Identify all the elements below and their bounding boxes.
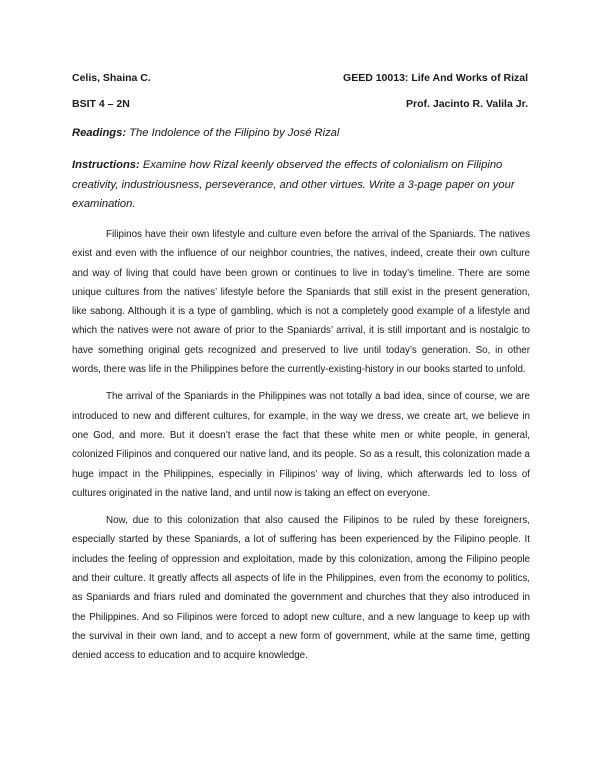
author-name: Celis, Shaina C. — [72, 72, 151, 84]
instructions-label: Instructions: — [72, 159, 140, 171]
instructions-block — [72, 156, 534, 215]
readings-line — [72, 127, 339, 139]
instructions-text: Examine how Rizal keenly observed the effects of colonialism on Filipino creativity, industriousness, perseverance, and other virtues. Write a 3-page paper on your examination. — [72, 159, 515, 210]
course-title: GEED 10013: Life And Works of Rizal — [343, 72, 528, 84]
professor-name: Prof. Jacinto R. Valila Jr. — [406, 98, 528, 110]
paragraph-3: Now, due to this colonization that also caused the Filipinos to be ruled by these foreigners, especially started by these Spaniards, a lot of suffering has been experienced by the Filipino people. It includes the feeling of oppression and exploitation, made by this colonization, among the Filipino people and their culture. It greatly affects all aspects of life in the Philippines, even from the economy to politics, as Spaniards and friars ruled and dominated the government and churches that they also introduced in the Philippines. And so Filipinos were forced to adopt new culture, and a new language to keep up with the survival in their own land, and to accept a new form of government, while at the same time, getting denied access to education and to acquire knowledge. — [72, 515, 530, 662]
readings-text: The Indolence of the Filipino by José Rizal — [129, 127, 340, 139]
class-section: BSIT 4 – 2N — [72, 98, 130, 110]
essay-body — [72, 225, 530, 666]
paragraph-1: Filipinos have their own lifestyle and culture even before the arrival of the Spaniards. The natives exist and even with the influence of our neighbor countries, the natives, indeed, create their own culture and way of living that could have been grown or continues to live in today’s timeline. There are some unique cultures from the natives’ lifestyle before the Spaniards that still exist in the present generation, like sabong. Although it is a type of gambling, which is not a completely good example of a lifestyle and which the natives were not aware of prior to the Spaniards’ arrival, it is still important and is nostalgic to have something original gets recognized and preserved to live until today’s generation. So, in other words, there was life in the Philippines before the currently-existing-history in our books started to unfold. — [72, 229, 530, 376]
readings-label: Readings: — [72, 127, 127, 139]
paragraph-2: The arrival of the Spaniards in the Philippines was not totally a bad idea, since of course, we are introduced to new and different cultures, for example, in the way we dress, we create art, we believe in one God, and more. But it doesn’t erase the fact that these white men or white people, in general, colonized Filipinos and conquered our native land, and its people. So as a result, this colonization made a huge impact in the Philippines, especially in Filipinos’ way of living, which afterwards led to loss of cultures originated in the native land, and until now is taking an effect on everyone. — [72, 391, 530, 499]
